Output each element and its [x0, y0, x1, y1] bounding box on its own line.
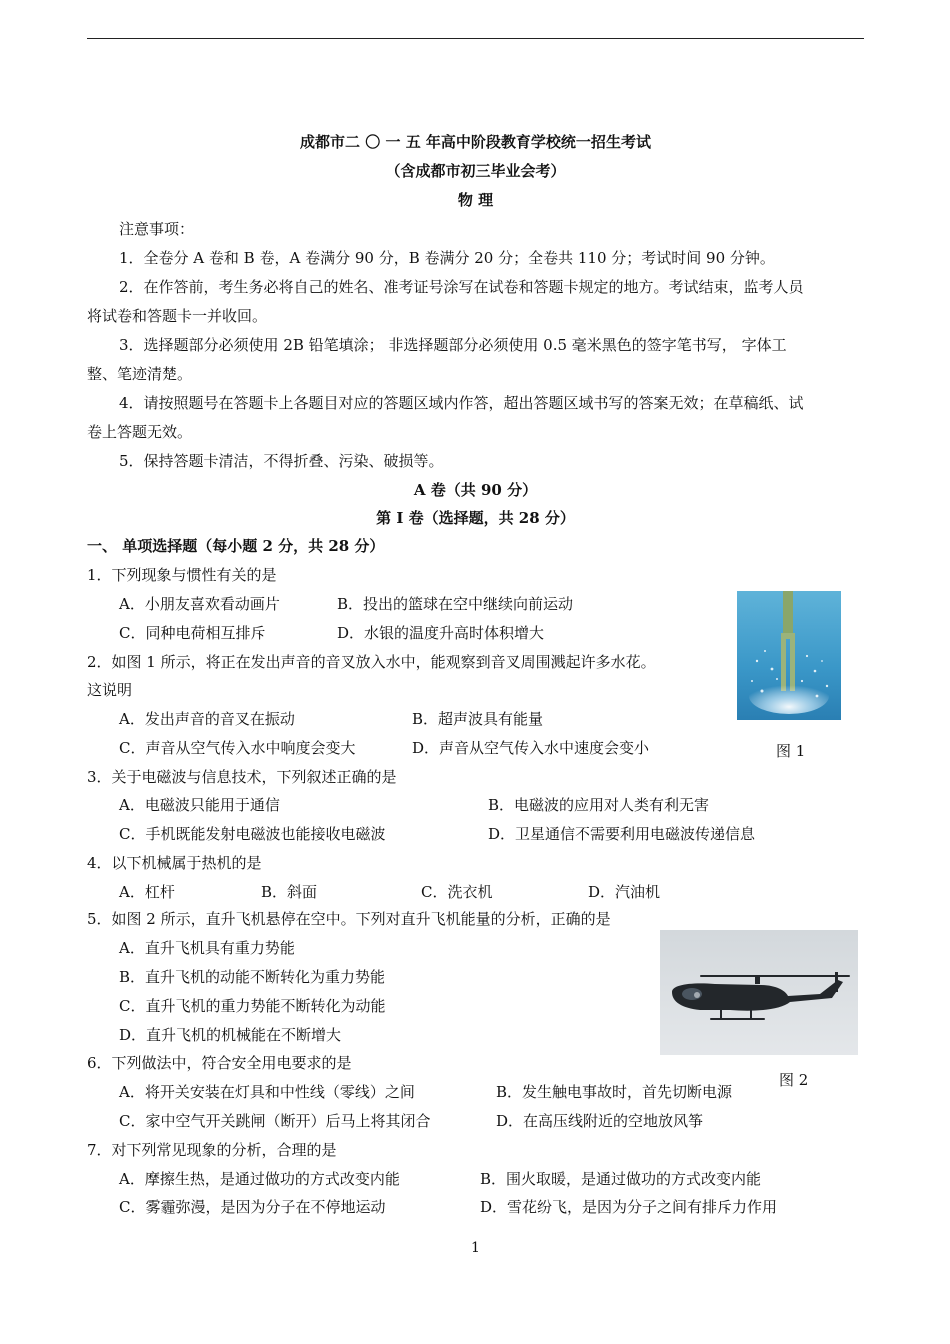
q5-option-d: D．直升飞机的机械能在不断增大 — [119, 1026, 342, 1044]
q3-option-c: C．手机既能发射电磁波也能接收电磁波 — [119, 825, 386, 843]
notice-item-1: 1．全卷分 A 卷和 B 卷，A 卷满分 90 分，B 卷满分 20 分；全卷共 110 分；考试时间 90 分钟。 — [119, 249, 775, 267]
figure-1-tuning-fork-image — [737, 591, 841, 720]
q1-option-d: D．水银的温度升高时体积增大 — [337, 624, 545, 642]
section-a-title: A 卷（共 90 分） — [413, 481, 538, 499]
part-1-title: 第 I 卷（选择题，共 28 分） — [376, 509, 575, 527]
notice-heading: 注意事项： — [119, 220, 195, 238]
q4-stem: 4．以下机械属于热机的是 — [87, 854, 262, 872]
q6-option-a: A．将开关安装在灯具和中性线（零线）之间 — [119, 1083, 415, 1101]
q7-option-a: A．摩擦生热，是通过做功的方式改变内能 — [119, 1170, 400, 1188]
q4-option-d: D．汽油机 — [588, 883, 661, 901]
q2-stem-cont: 这说明 — [87, 681, 133, 699]
notice-item-2-cont: 将试卷和答题卡一并收回。 — [87, 307, 268, 325]
header-rule — [87, 38, 864, 39]
q7-option-d: D．雪花纷飞，是因为分子之间有排斥力作用 — [480, 1198, 778, 1216]
notice-item-5: 5．保持答题卡清洁，不得折叠、污染、破损等。 — [119, 452, 444, 470]
page-number: 1 — [471, 1240, 480, 1256]
q4-option-b: B．斜面 — [261, 883, 318, 901]
q3-option-d: D．卫星通信不需要利用电磁波传递信息 — [488, 825, 756, 843]
figure-1-caption: 图 1 — [776, 742, 806, 760]
q7-option-b: B．围火取暖，是通过做功的方式改变内能 — [480, 1170, 762, 1188]
figure-2-helicopter-image — [660, 930, 858, 1055]
q5-option-b: B．直升飞机的动能不断转化为重力势能 — [119, 968, 386, 986]
notice-item-3: 3．选择题部分必须使用 2B 铅笔填涂； 非选择题部分必须使用 0.5 毫米黑色的签字笔书写， 字体工 — [119, 336, 787, 354]
q6-option-c: C．家中空气开关跳闸（断开）后马上将其闭合 — [119, 1112, 431, 1130]
q3-stem: 3．关于电磁波与信息技术，下列叙述正确的是 — [87, 768, 397, 786]
notice-item-2: 2．在作答前，考生务必将自己的姓名、准考证号涂写在试卷和答题卡规定的地方。考试结束，监考人员 — [119, 278, 804, 296]
q2-option-a: A．发出声音的音叉在振动 — [119, 710, 295, 728]
q7-stem: 7．对下列常见现象的分析，合理的是 — [87, 1141, 337, 1159]
subject-title: 物 理 — [457, 191, 494, 209]
helicopter-illustration — [660, 930, 858, 1055]
q1-option-b: B．投出的篮球在空中继续向前运动 — [337, 595, 574, 613]
q5-stem: 5．如图 2 所示，直升飞机悬停在空中。下列对直升飞机能量的分析，正确的是 — [87, 910, 611, 928]
exam-subtitle: （含成都市初三毕业会考） — [385, 162, 566, 180]
q4-option-a: A．杠杆 — [119, 883, 175, 901]
q5-option-c: C．直升飞机的重力势能不断转化为动能 — [119, 997, 386, 1015]
q4-option-c: C．洗衣机 — [421, 883, 493, 901]
q6-stem: 6．下列做法中，符合安全用电要求的是 — [87, 1054, 352, 1072]
q7-option-c: C．雾霾弥漫，是因为分子在不停地运动 — [119, 1198, 386, 1216]
q3-option-a: A．电磁波只能用于通信 — [119, 796, 280, 814]
part-1-heading: 一、 单项选择题（每小题 2 分，共 28 分） — [87, 537, 385, 555]
q2-stem: 2．如图 1 所示，将正在发出声音的音叉放入水中，能观察到音叉周围溅起许多水花。 — [87, 653, 656, 671]
q1-option-c: C．同种电荷相互排斥 — [119, 624, 266, 642]
tuning-fork-illustration — [737, 591, 841, 720]
notice-item-4: 4．请按照题号在答题卡上各题目对应的答题区域内作答，超出答题区域书写的答案无效；在草稿纸、试 — [119, 394, 804, 412]
q2-option-d: D．声音从空气传入水中速度会变小 — [412, 739, 650, 757]
q6-option-b: B．发生触电事故时，首先切断电源 — [496, 1083, 733, 1101]
q1-option-a: A．小朋友喜欢看动画片 — [119, 595, 280, 613]
q6-option-d: D．在高压线附近的空地放风筝 — [496, 1112, 704, 1130]
q3-option-b: B．电磁波的应用对人类有利无害 — [488, 796, 710, 814]
q5-option-a: A．直升飞机具有重力势能 — [119, 939, 295, 957]
notice-item-4-cont: 卷上答题无效。 — [87, 423, 193, 441]
figure-2-caption: 图 2 — [779, 1071, 809, 1089]
q1-stem: 1．下列现象与惯性有关的是 — [87, 566, 277, 584]
q2-option-c: C．声音从空气传入水中响度会变大 — [119, 739, 356, 757]
exam-title: 成都市二 〇 一 五 年高中阶段教育学校统一招生考试 — [300, 133, 651, 151]
q2-option-b: B．超声波具有能量 — [412, 710, 544, 728]
notice-item-3-cont: 整、笔迹清楚。 — [87, 365, 193, 383]
